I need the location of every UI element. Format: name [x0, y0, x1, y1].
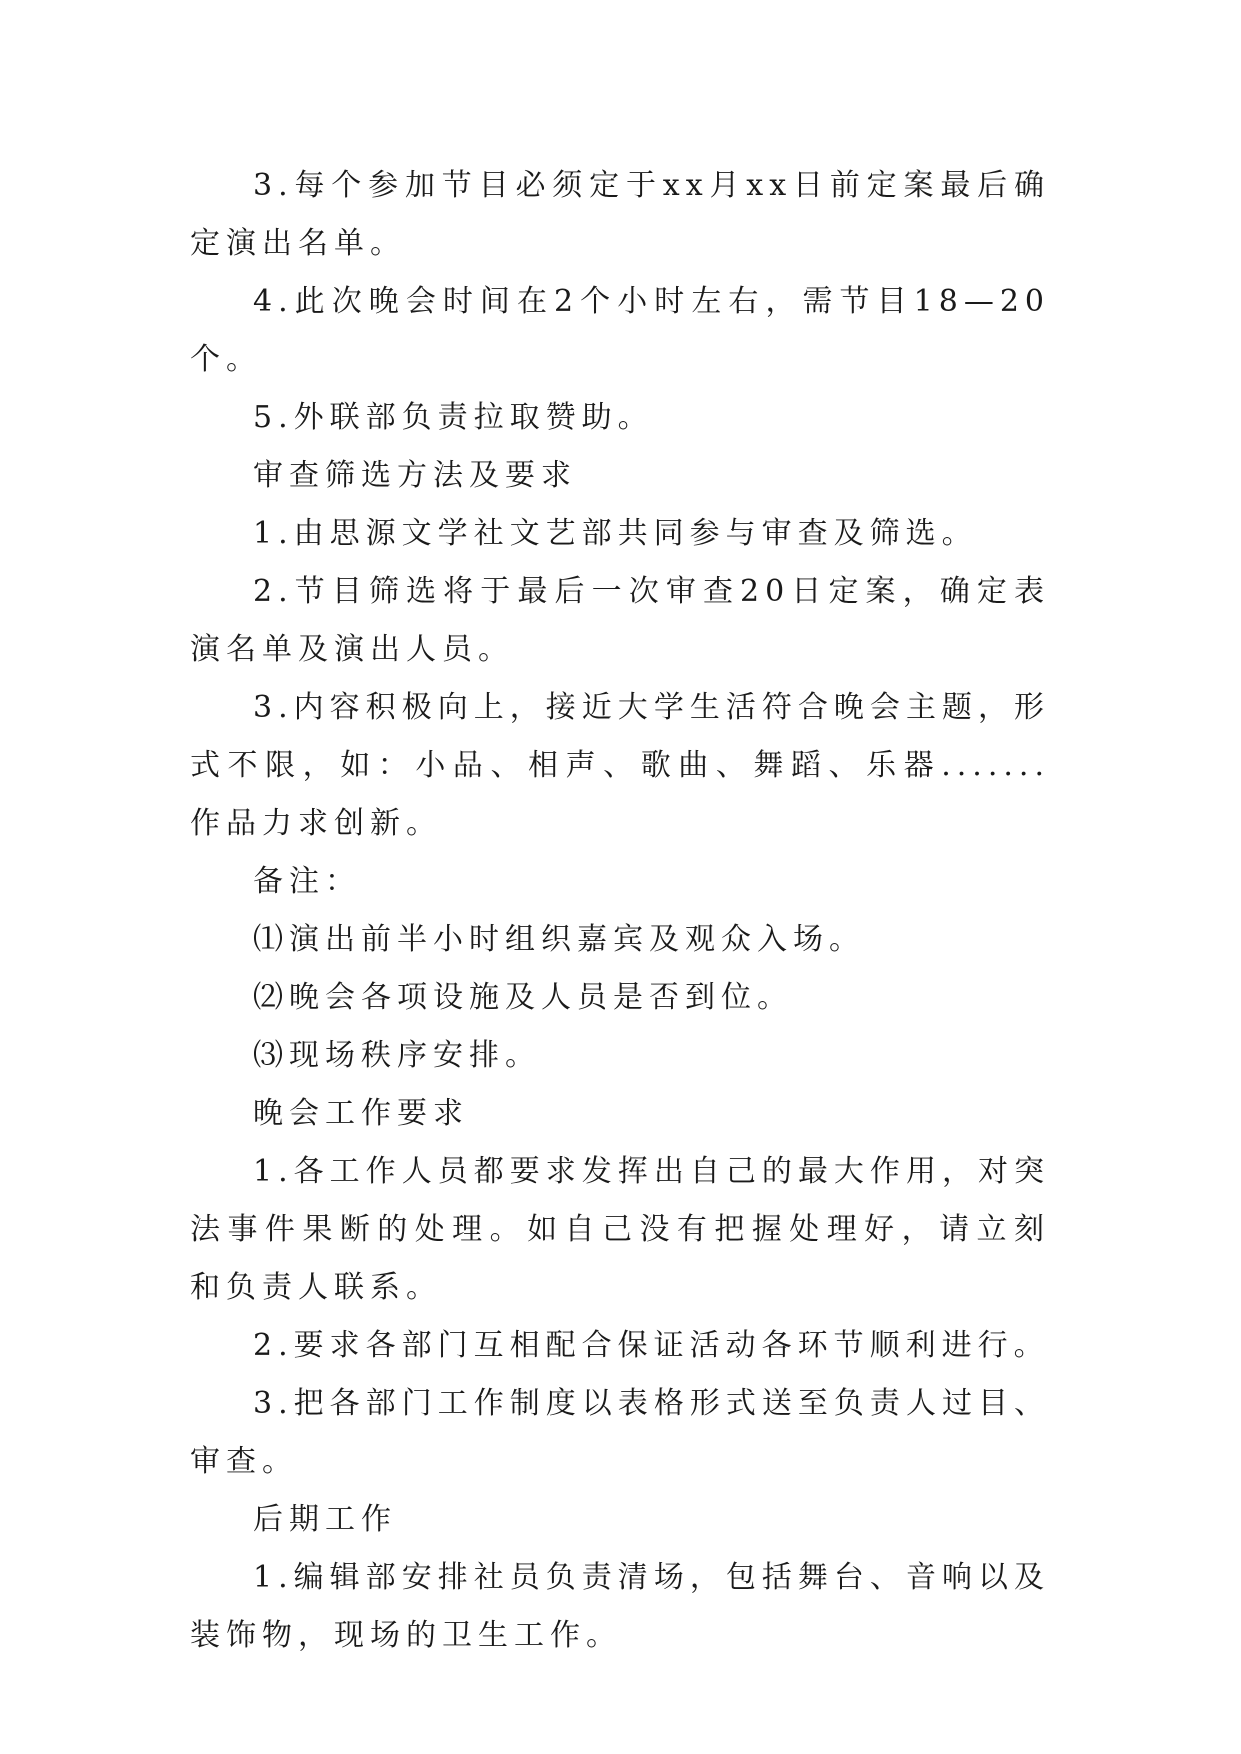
paragraph-review-2: 2.节目筛选将于最后一次审查20日定案，确定表演名单及演出人员。	[190, 574, 1050, 667]
paragraph-item-4-duration: 4.此次晚会时间在2个小时左右，需节目18—20个。	[190, 284, 1050, 377]
paragraph-note-2: ⑵晚会各项设施及人员是否到位。	[253, 980, 793, 1015]
paragraph-review-1: 1.由思源文学社文艺部共同参与审查及筛选。	[253, 516, 978, 551]
section-heading-follow-up: 后期工作	[253, 1502, 397, 1537]
paragraph-work-3: 3.把各部门工作制度以表格形式送至负责人过目、审查。	[190, 1386, 1050, 1479]
section-heading-review: 审查筛选方法及要求	[253, 458, 577, 493]
document-body	[190, 157, 1050, 1665]
paragraph-note-3: ⑶现场秩序安排。	[253, 1038, 541, 1073]
paragraph-item-3-deadline: 3.每个参加节目必须定于xx月xx日前定案最后确定演出名单。	[190, 168, 1050, 261]
paragraph-note-1: ⑴演出前半小时组织嘉宾及观众入场。	[253, 922, 865, 957]
paragraph-work-1: 1.各工作人员都要求发挥出自己的最大作用，对突法事件果断的处理。如自己没有把握处理好，请立刻和负责人联系。	[190, 1154, 1050, 1305]
paragraph-review-3: 3.内容积极向上，接近大学生活符合晚会主题，形式不限，如：小品、相声、歌曲、舞蹈、乐器.......作品力求创新。	[190, 690, 1050, 841]
section-heading-notes: 备注：	[253, 864, 361, 899]
paragraph-item-5-sponsorship: 5.外联部负责拉取赞助。	[253, 400, 654, 435]
paragraph-work-2: 2.要求各部门互相配合保证活动各环节顺利进行。	[253, 1328, 1050, 1363]
section-heading-work-requirements: 晚会工作要求	[253, 1096, 469, 1131]
paragraph-follow-up-1: 1.编辑部安排社员负责清场，包括舞台、音响以及装饰物，现场的卫生工作。	[190, 1560, 1050, 1653]
